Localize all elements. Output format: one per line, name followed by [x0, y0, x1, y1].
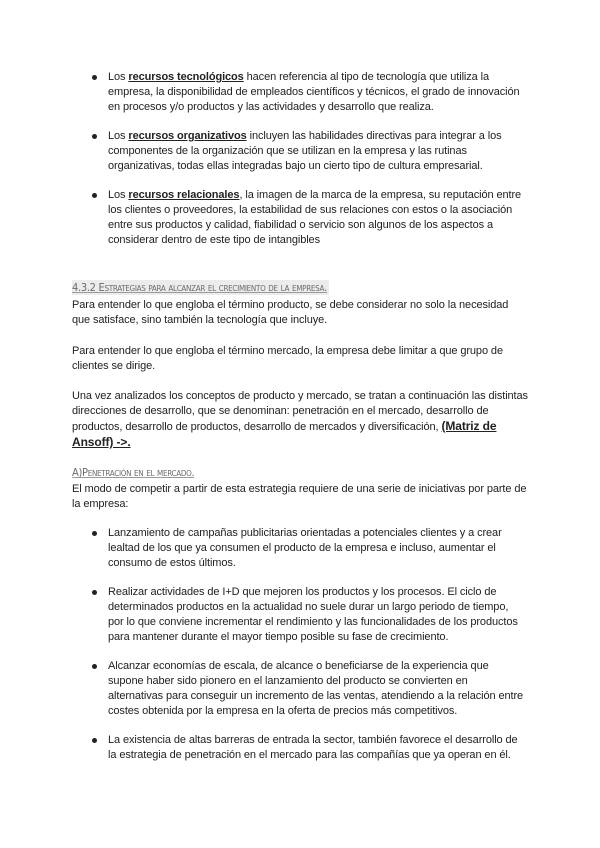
list-item: Lanzamiento de campañas publicitarias orientadas a potenciales clientes y a crear lealtad de los que ya consumen el producto de la empresa e incluso, aumentar el consumo de estos últimos.	[108, 526, 524, 571]
list-item: Los recursos relacionales, la imagen de la marca de la empresa, su reputación entre los clientes o proveedores, la estabilidad de sus relaciones con estos o la asociación entre sus productos y calidad, fiabilidad o servicio son algunos de los aspectos a considerar dentro de este tipo de intangibles	[108, 188, 524, 248]
list-item: Realizar actividades de I+D que mejoren los productos y los procesos. El ciclo de determinados productos en la actualidad no suele durar un largo periodo de tiempo, por lo que conviene incrementar el rendimiento y las funcionalidades de los productos para mantener durante el mayor tiempo posible su fase de crecimiento.	[108, 585, 524, 645]
section-heading: 4.3.2 Estrategias para alcanzar el crecimiento de la empresa.	[72, 281, 328, 294]
bullet-icon	[92, 664, 97, 669]
keyword-recursos-relacionales: recursos relacionales	[128, 189, 240, 201]
ansoff-matrix-link[interactable]: (Matriz de Ansoff) ->.	[72, 419, 497, 449]
resources-list	[108, 70, 524, 248]
paragraph-producto: Para entender lo que engloba el término producto, se debe considerar no solo la necesidad que satisface, sino también la tecnología que incluye.	[72, 299, 509, 326]
paragraph-direcciones: Una vez analizados los conceptos de producto y mercado, se tratan a continuación las distintas direcciones de desarrollo, que se denominan: penetración en el mercado, desarrollo de productos, desarrollo de productos, desarrollo de mercados y diversificación, (Matriz de Ansoff) ->.	[72, 390, 528, 449]
bullet-icon	[92, 75, 97, 80]
section-heading-wrap	[72, 278, 532, 296]
initiatives-list	[108, 526, 524, 763]
subheading-wrap	[72, 463, 194, 481]
bullet-icon	[92, 738, 97, 743]
list-item: La existencia de altas barreras de entrada la sector, también favorece el desarrollo de la estrategia de penetración en el mercado para las compañías que ya operan en él.	[108, 733, 524, 763]
keyword-recursos-organizativos: recursos organizativos	[128, 130, 247, 142]
list-item: Alcanzar economías de escala, de alcance o beneficiarse de la experiencia que supone haber sido pionero en el lanzamiento del producto se convierten en alternativas para conseguir un incremento de las ventas, atendiendo a la relación entre costes obtenida por la empresa en la oferta de precios más competitivos.	[108, 659, 524, 719]
subheading-penetracion: A)Penetración en el mercado.	[72, 466, 195, 479]
list-item: Los recursos organizativos incluyen las habilidades directivas para integrar a los componentes de la organización que se utilizan en la empresa y las rutinas organizativas, todas ellas integradas bajo un cierto tipo de cultura empresarial.	[108, 129, 524, 174]
bullet-icon	[92, 590, 97, 595]
paragraph-mercado: Para entender lo que engloba el término mercado, la empresa debe limitar a que grupo de clientes se dirige.	[72, 345, 503, 372]
intro-paragraph: El modo de competir a partir de esta estrategia requiere de una serie de iniciativas por parte de la empresa:	[72, 483, 527, 510]
bullet-icon	[92, 531, 97, 536]
list-item: Los recursos tecnológicos hacen referencia al tipo de tecnología que utiliza la empresa, la disponibilidad de empleados científicos y técnicos, el grado de innovación en procesos y/o productos y las actividades y desarrollo que realiza.	[108, 70, 524, 115]
bullet-icon	[92, 193, 97, 198]
keyword-recursos-tecnologicos: recursos tecnológicos	[128, 71, 244, 83]
bullet-icon	[92, 134, 97, 139]
